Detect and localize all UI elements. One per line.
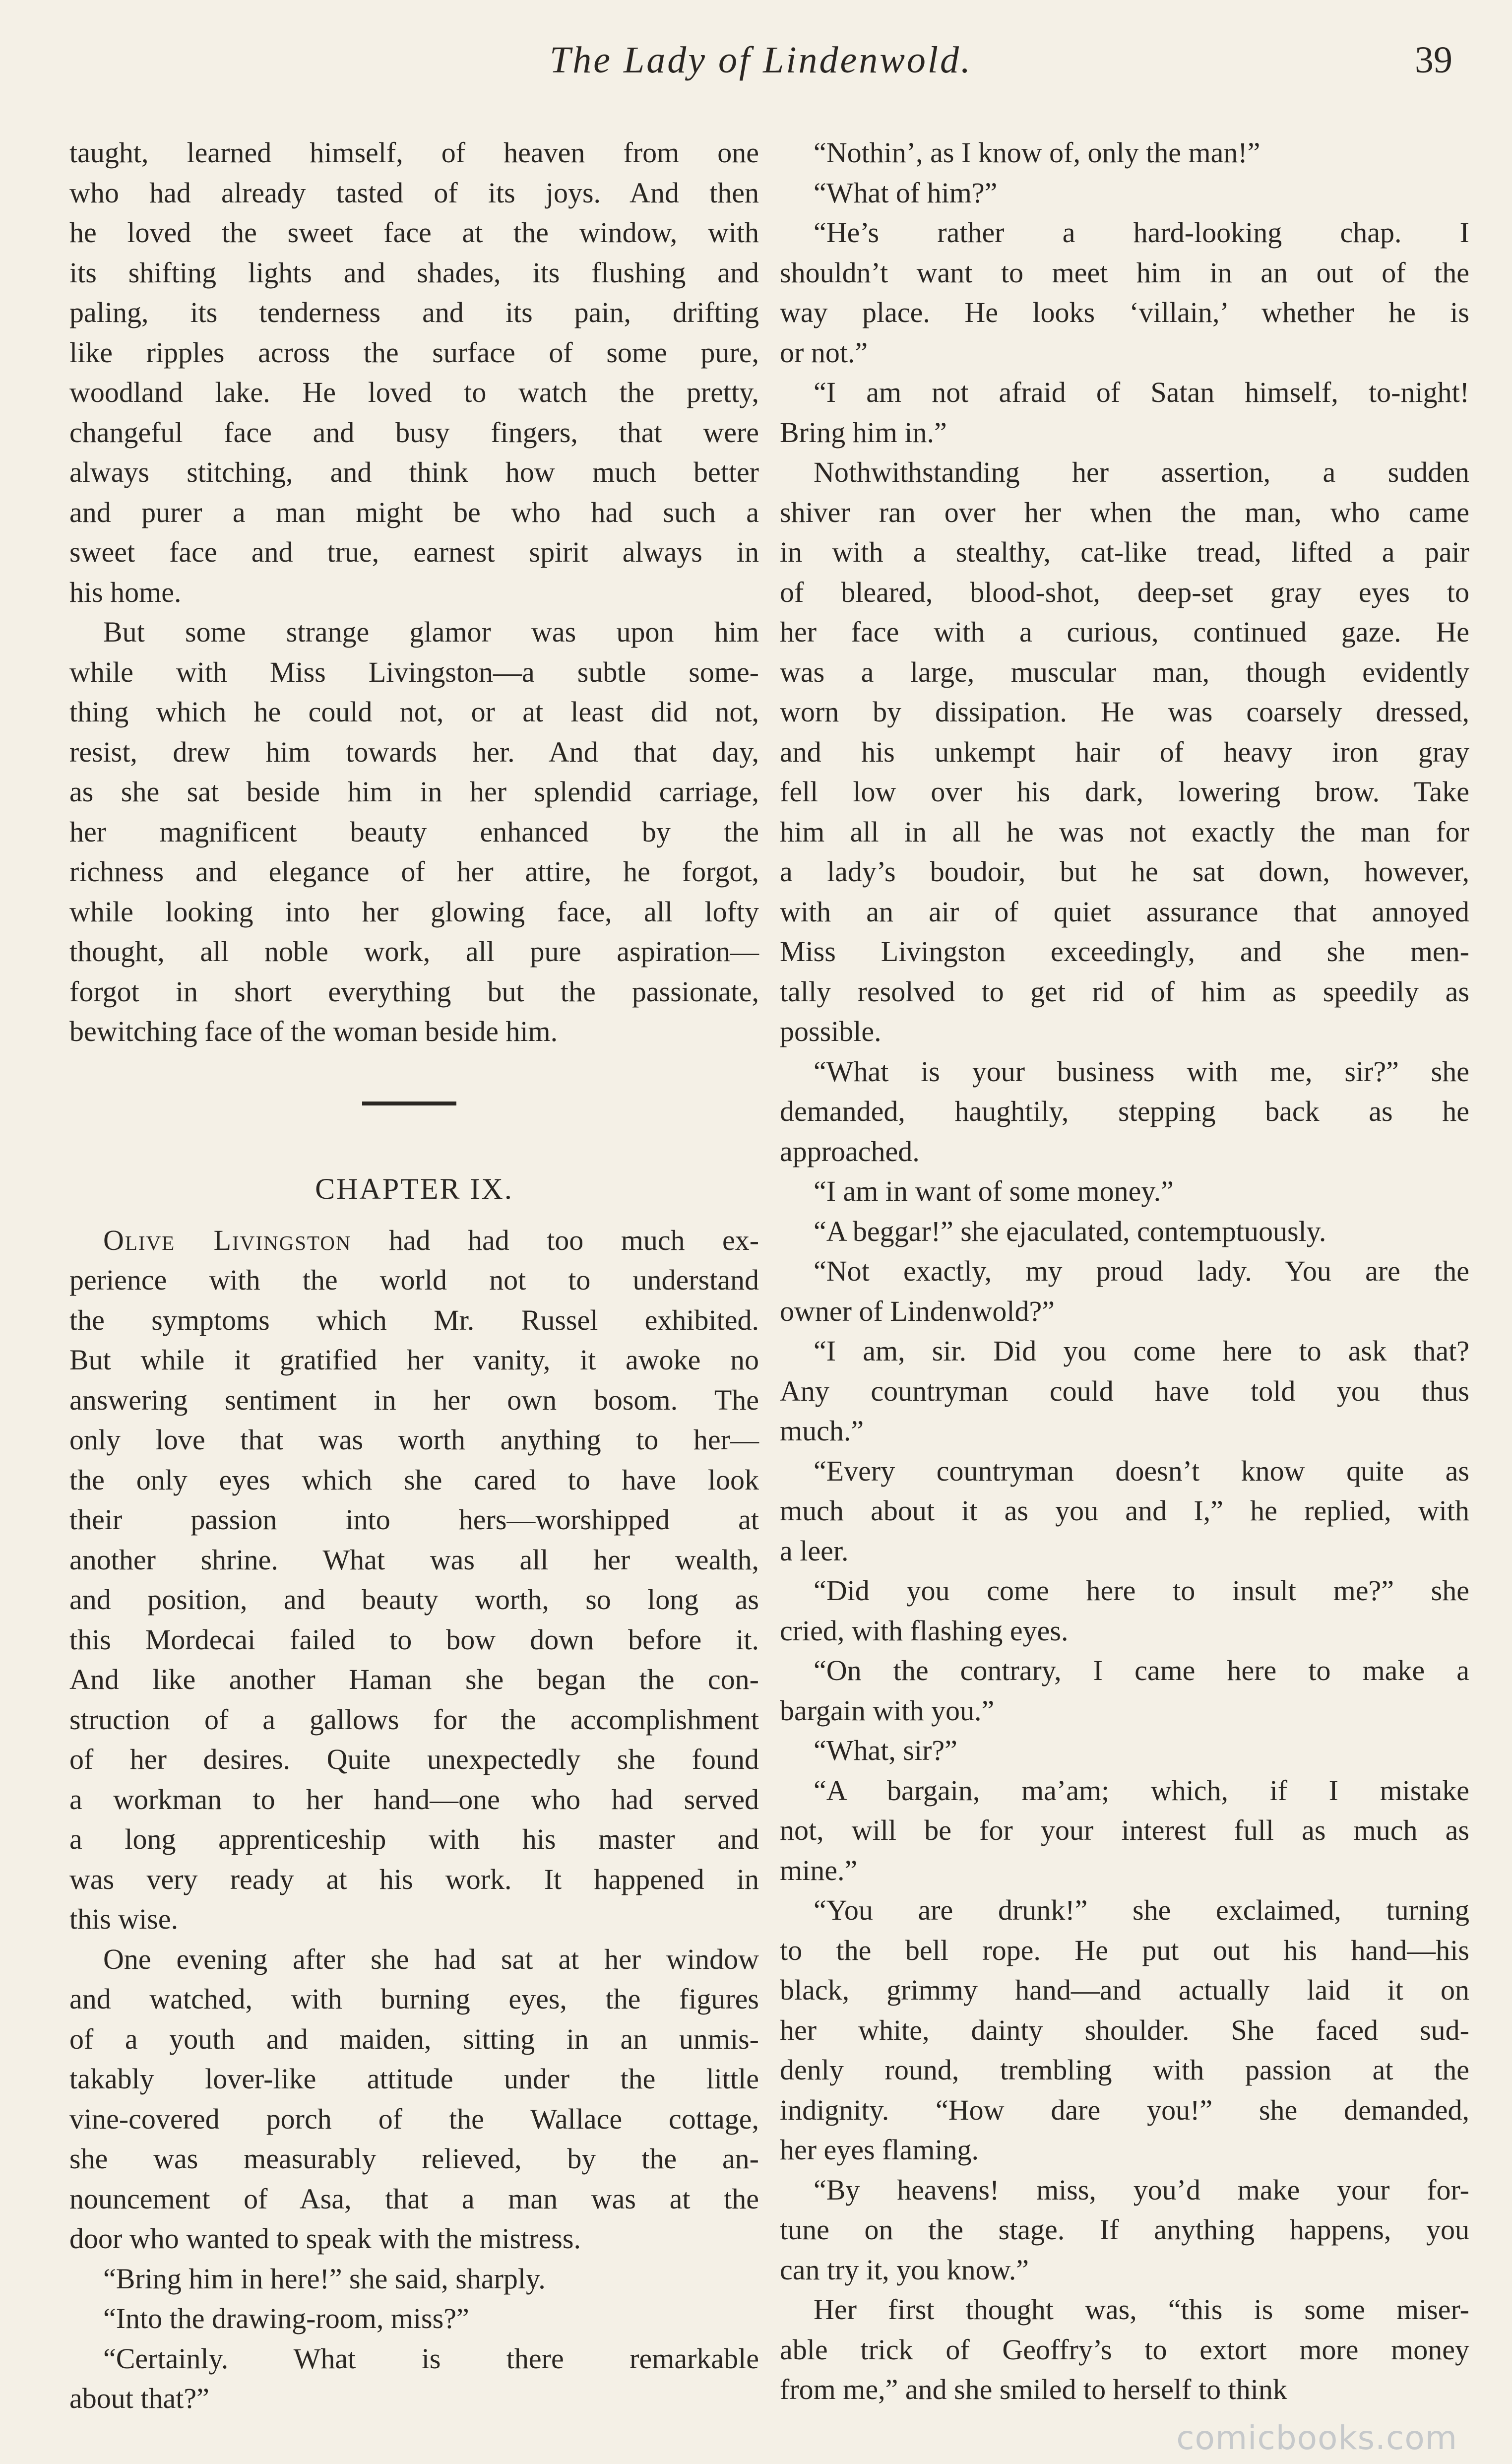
paragraph — [69, 1221, 759, 1940]
text-line: One evening after she had sat at her window — [103, 1943, 759, 1975]
paragraph — [780, 133, 1469, 173]
paragraph — [780, 2290, 1469, 2410]
text-line: possible. — [780, 1015, 882, 1047]
text-line: only love that was worth anything to her— — [69, 1424, 759, 1456]
text-line: “On the contrary, I came here to make a — [814, 1654, 1469, 1686]
text-line: Bring him in.” — [780, 416, 947, 449]
text-line: about that?” — [69, 2382, 209, 2414]
text-line: “Certainly. What is there remarkable — [103, 2342, 759, 2375]
text-line: takably lover-like attitude under the little — [69, 2063, 759, 2095]
text-line: indignity. “How dare you!” she demanded, — [780, 2093, 1469, 2126]
text-line: a leer. — [780, 1534, 849, 1567]
horizontal-rule — [362, 1102, 456, 1105]
text-line: and purer a man might be who had such a — [69, 496, 759, 528]
text-line: of her desires. Quite unexpectedly she found — [69, 1743, 759, 1775]
chapter-heading: CHAPTER IX. — [315, 1172, 513, 1205]
text-line: her magnificent beauty enhanced by the — [69, 815, 759, 848]
text-line: not, will be for your interest full as much as — [780, 1814, 1469, 1846]
text-line: thought, all noble work, all pure aspiration— — [69, 935, 759, 968]
text-line: Any countryman could have told you thus — [780, 1374, 1469, 1407]
text-line: Miss Livingston exceedingly, and she men- — [780, 935, 1469, 968]
text-line: was a large, muscular man, though evidently — [780, 655, 1469, 688]
text-line: “Not exactly, my proud lady. You are the — [814, 1255, 1469, 1287]
text-line: was very ready at his work. It happened in — [69, 1863, 759, 1895]
text-line: And like another Haman she began the con- — [69, 1663, 759, 1695]
text-line: and watched, with burning eyes, the figures — [69, 1983, 759, 2015]
text-line: cried, with flashing eyes. — [780, 1614, 1069, 1647]
text-line: her eyes flaming. — [780, 2134, 979, 2166]
text-line: struction of a gallows for the accomplishment — [69, 1703, 759, 1736]
text-line: a workman to her hand—one who had served — [69, 1783, 759, 1816]
text-line: this wise. — [69, 1903, 179, 1935]
text-line: answering sentiment in her own bosom. The — [69, 1383, 759, 1416]
text-line: and his unkempt hair of heavy iron gray — [780, 735, 1469, 768]
paragraph — [69, 133, 759, 612]
text-line: much.” — [780, 1415, 864, 1447]
page-header — [69, 39, 1452, 98]
text-line: thing which he could not, or at least did not, — [69, 696, 759, 728]
paragraph — [69, 2259, 759, 2299]
text-line: taught, learned himself, of heaven from one — [69, 136, 759, 169]
text-line: “I am not afraid of Satan himself, to-night! — [814, 376, 1469, 408]
text-line: him all in all he was not exactly the man for — [780, 815, 1469, 848]
text-line: forgot in short everything but the passionate, — [69, 975, 759, 1008]
paragraph-lines — [69, 1260, 759, 1940]
text-line: But while it gratified her vanity, it awoke no — [69, 1344, 759, 1376]
right-column — [780, 133, 1469, 2410]
text-line: her face with a curious, continued gaze. He — [780, 616, 1469, 648]
paragraph — [69, 2339, 759, 2419]
text-line: changeful face and busy fingers, that were — [69, 416, 759, 449]
text-line: the symptoms which Mr. Russel exhibited. — [69, 1303, 759, 1336]
text-line: “Nothin’, as I know of, only the man!” — [814, 136, 1260, 169]
text-line: “A beggar!” she ejaculated, contemptuously. — [814, 1215, 1326, 1247]
page-number: 39 — [1415, 39, 1452, 81]
text-line: “What of him?” — [814, 176, 998, 209]
text-line: paling, its tenderness and its pain, drifting — [69, 296, 759, 328]
paragraph — [780, 1731, 1469, 1771]
text-line: resist, drew him towards her. And that day, — [69, 735, 759, 768]
paragraph — [69, 2299, 759, 2339]
chapter-first-line-rest: had had too much ex- — [351, 1224, 759, 1256]
text-line: of a youth and maiden, sitting in an unmis- — [69, 2022, 759, 2055]
text-line: with an air of quiet assurance that annoyed — [780, 895, 1469, 928]
text-line: “I am, sir. Did you come here to ask that? — [814, 1335, 1469, 1367]
text-line: “A bargain, ma’am; which, if I mistake — [814, 1774, 1469, 1807]
text-line: “By heavens! miss, you’d make your for- — [814, 2173, 1469, 2206]
paragraph — [780, 453, 1469, 1052]
text-line: and position, and beauty worth, so long as — [69, 1583, 759, 1616]
section-divider — [69, 1052, 759, 1166]
text-line: his home. — [69, 576, 182, 608]
text-line: from me,” and she smiled to herself to think — [780, 2373, 1287, 2405]
text-line: as she sat beside him in her splendid carriage, — [69, 776, 759, 808]
text-line: vine-covered porch of the Wallace cottage, — [69, 2102, 759, 2135]
text-line: “Into the drawing-room, miss?” — [103, 2302, 469, 2334]
watermark-text: comicbooks.com — [1176, 2419, 1457, 2457]
text-line: worn by dissipation. He was coarsely dressed, — [780, 696, 1469, 728]
left-column — [69, 133, 759, 2419]
text-line: shouldn’t want to meet him in an out of the — [780, 256, 1469, 289]
text-line: mine.” — [780, 1854, 858, 1886]
text-line: “Bring him in here!” she said, sharply. — [103, 2262, 546, 2295]
paragraph — [780, 1451, 1469, 1571]
text-line: while looking into her glowing face, all lofty — [69, 895, 759, 928]
text-line: another shrine. What was all her wealth, — [69, 1543, 759, 1576]
running-title: The Lady of Lindenwold. — [549, 39, 973, 81]
text-line: Her first thought was, “this is some miser- — [814, 2293, 1469, 2326]
text-line: woodland lake. He loved to watch the pretty, — [69, 376, 759, 408]
text-line: “He’s rather a hard-looking chap. I — [814, 216, 1469, 249]
text-line: “What, sir?” — [814, 1734, 957, 1766]
text-line: to the bell rope. He put out his hand—his — [780, 1934, 1469, 1966]
text-line: the only eyes which she cared to have look — [69, 1463, 759, 1496]
text-line: nouncement of Asa, that a man was at the — [69, 2182, 759, 2215]
paragraph — [780, 213, 1469, 373]
paragraph — [780, 173, 1469, 213]
text-line: “You are drunk!” she exclaimed, turning — [814, 1894, 1469, 1926]
text-line: perience with the world not to understand — [69, 1264, 759, 1296]
text-line: in with a stealthy, cat-like tread, lifted a pair — [780, 536, 1469, 568]
text-line: her white, dainty shoulder. She faced sud- — [780, 2013, 1469, 2046]
paragraph — [780, 1771, 1469, 1891]
text-line: way place. He looks ‘villain,’ whether he is — [780, 296, 1469, 328]
text-line: door who wanted to speak with the mistress. — [69, 2222, 581, 2255]
text-line: tally resolved to get rid of him as speedily as — [780, 975, 1469, 1008]
text-line: black, grimmy hand—and actually laid it on — [780, 1974, 1469, 2006]
paragraph — [780, 1052, 1469, 1172]
paragraph — [780, 1571, 1469, 1651]
paragraph — [780, 1212, 1469, 1252]
text-line: its shifting lights and shades, its flushing and — [69, 256, 759, 289]
text-line: this Mordecai failed to bow down before it. — [69, 1623, 759, 1656]
text-line: while with Miss Livingston—a subtle some- — [69, 655, 759, 688]
text-line: can try it, you know.” — [780, 2253, 1029, 2286]
paragraph — [780, 373, 1469, 453]
paragraph — [780, 1331, 1469, 1451]
text-line: of bleared, blood-shot, deep-set gray eyes to — [780, 576, 1469, 608]
text-line: shiver ran over her when the man, who came — [780, 496, 1469, 528]
text-line: “What is your business with me, sir?” she — [814, 1055, 1469, 1088]
text-line: But some strange glamor was upon him — [103, 616, 759, 648]
chapter-lead-words: Olive Livingston — [103, 1224, 352, 1256]
text-line: much about it as you and I,” he replied, with — [780, 1494, 1469, 1527]
paragraph — [780, 1171, 1469, 1212]
text-line: bargain with you.” — [780, 1694, 995, 1727]
text-line: able trick of Geoffry’s to extort more money — [780, 2333, 1469, 2366]
text-line: “Every countryman doesn’t know quite as — [814, 1454, 1469, 1487]
text-line: or not.” — [780, 336, 868, 369]
text-line: approached. — [780, 1135, 920, 1167]
text-line: Nothwithstanding her assertion, a sudden — [814, 456, 1469, 488]
text-line: tune on the stage. If anything happens, you — [780, 2213, 1469, 2246]
text-line: sweet face and true, earnest spirit always in — [69, 536, 759, 568]
text-line: he loved the sweet face at the window, with — [69, 216, 759, 249]
paragraph — [780, 1251, 1469, 1331]
text-line: their passion into hers—worshipped at — [69, 1503, 759, 1536]
paragraph — [780, 2170, 1469, 2290]
text-line: bewitching face of the woman beside him. — [69, 1015, 558, 1047]
text-line: richness and elegance of her attire, he forgot, — [69, 855, 759, 888]
text-line: who had already tasted of its joys. And then — [69, 176, 759, 209]
paragraph — [69, 1940, 759, 2259]
paragraph — [780, 1651, 1469, 1731]
text-line: demanded, haughtily, stepping back as he — [780, 1095, 1469, 1127]
text-line: always stitching, and think how much better — [69, 456, 759, 488]
text-line: “I am in want of some money.” — [814, 1175, 1174, 1207]
text-line: she was measurably relieved, by the an- — [69, 2142, 759, 2175]
text-line: a long apprenticeship with his master and — [69, 1823, 759, 1855]
paragraph — [69, 612, 759, 1052]
paragraph — [780, 1890, 1469, 2170]
text-line: denly round, trembling with passion at the — [780, 2054, 1469, 2086]
text-line: owner of Lindenwold?” — [780, 1295, 1055, 1327]
text-line: “Did you come here to insult me?” she — [814, 1574, 1469, 1607]
text-line: fell low over his dark, lowering brow. Take — [780, 776, 1469, 808]
text-line: a lady’s boudoir, but he sat down, however, — [780, 855, 1469, 888]
text-line: like ripples across the surface of some pure, — [69, 336, 759, 369]
